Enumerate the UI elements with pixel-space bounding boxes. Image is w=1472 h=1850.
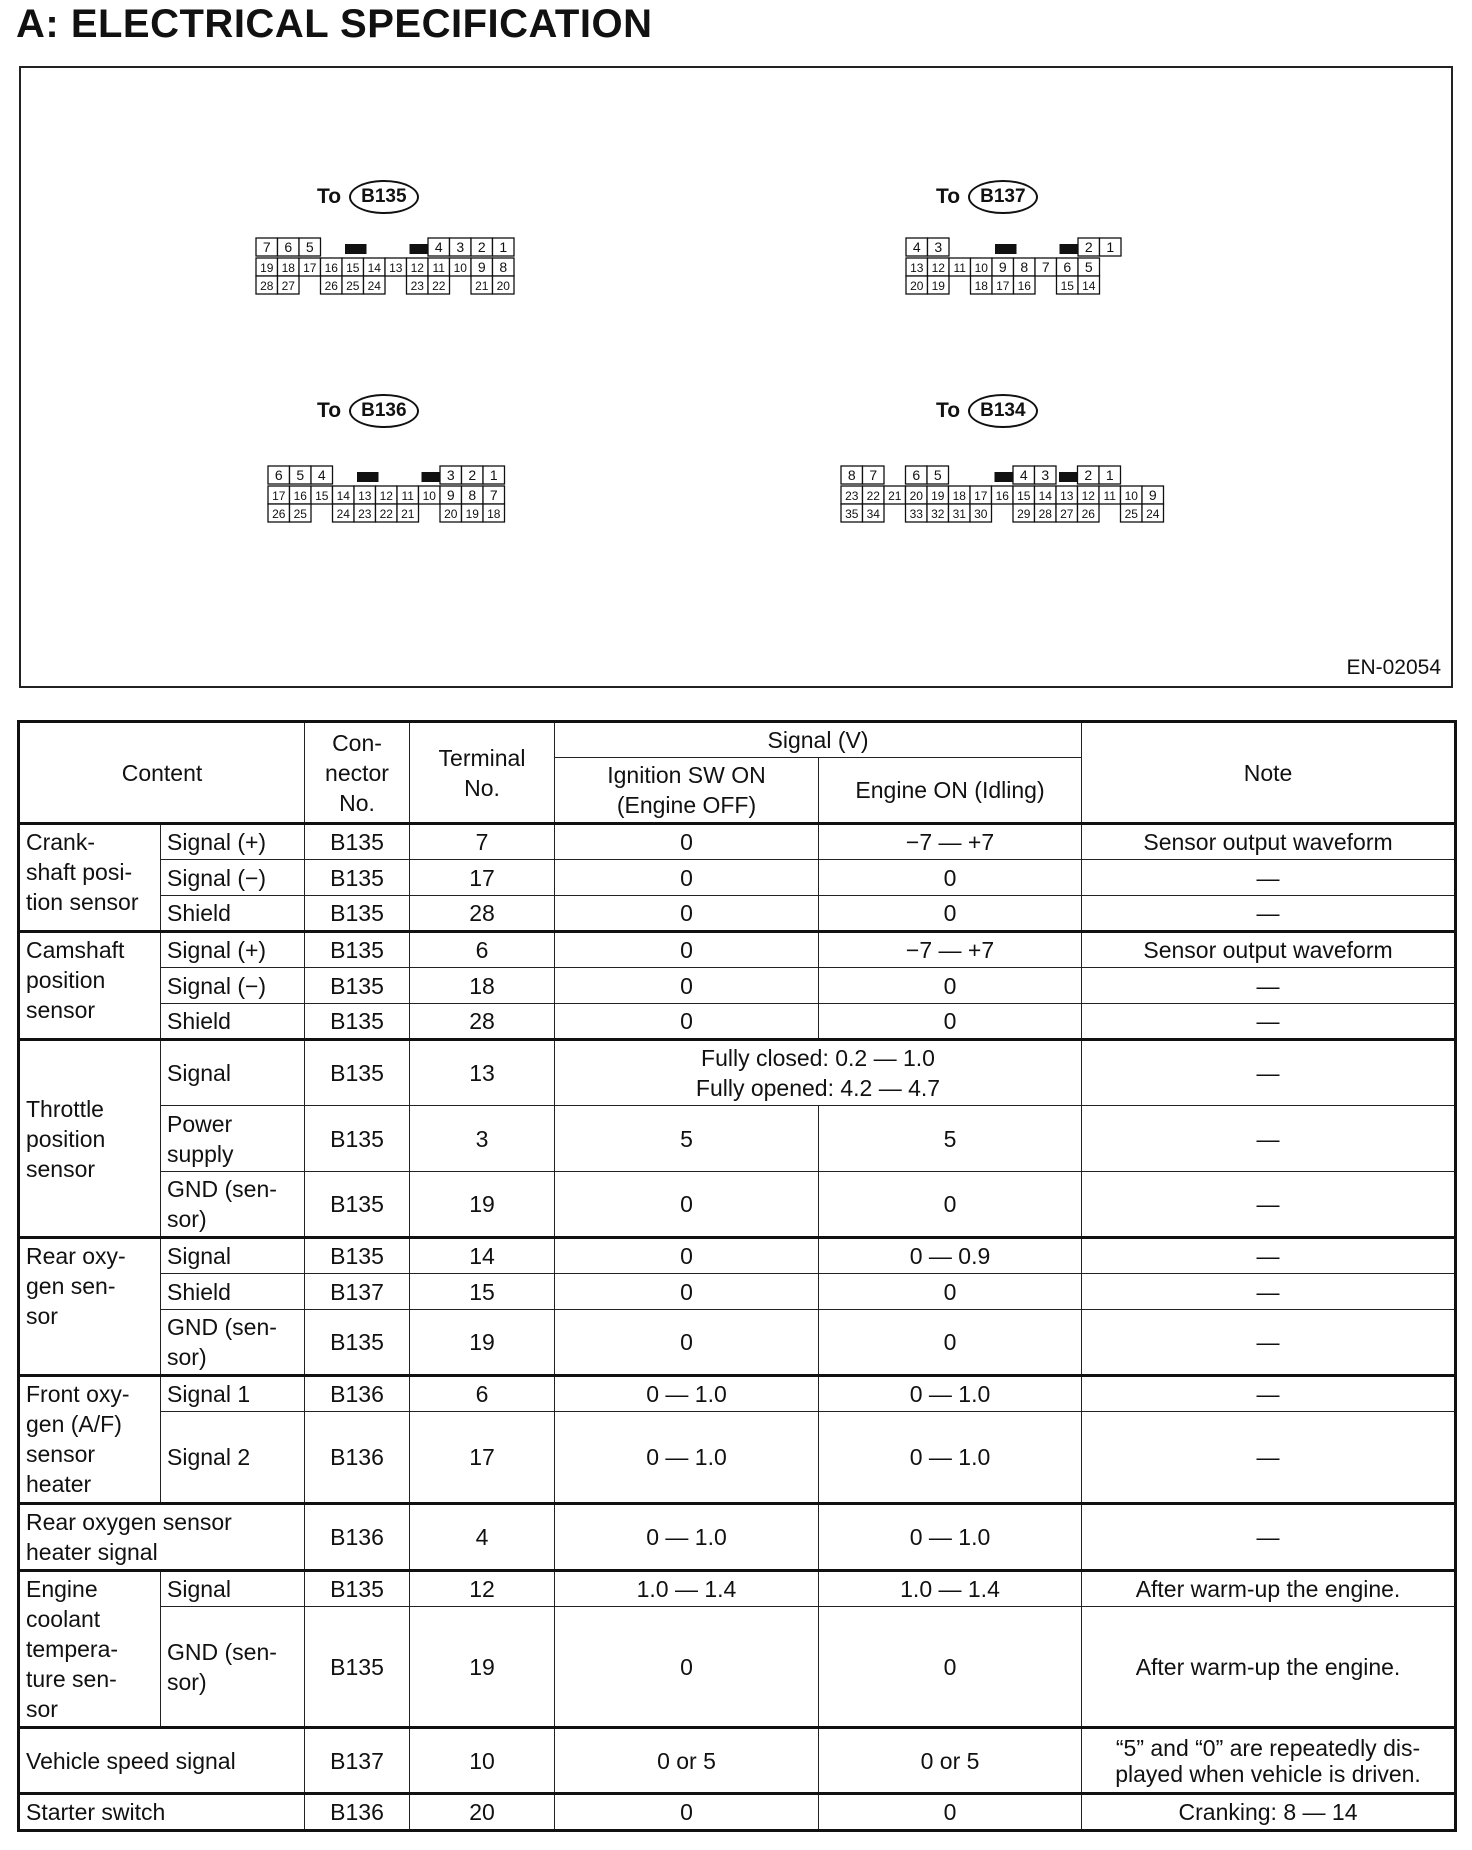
ign-cell: 0	[555, 1310, 819, 1376]
connector-cell: B135	[305, 1040, 410, 1106]
pin-number: 16	[293, 489, 307, 503]
item-cell: GND (sen- sor)	[161, 1310, 305, 1376]
table-row	[19, 860, 1456, 896]
pin-number: 7	[489, 487, 498, 503]
pin-number: 24	[1146, 507, 1160, 521]
eng-cell: 0	[819, 1274, 1082, 1310]
eng-cell: 0	[819, 968, 1082, 1004]
group-label: Camshaft position sensor	[19, 932, 161, 1040]
eng-cell: 0	[819, 1004, 1082, 1040]
page-title: A: ELECTRICAL SPECIFICATION	[16, 2, 653, 46]
table-row	[19, 1004, 1456, 1040]
note-cell: —	[1082, 1106, 1456, 1172]
pin-number: 20	[496, 279, 510, 293]
eng-cell: 0	[819, 1172, 1082, 1238]
eng-cell: 1.0 — 1.4	[819, 1571, 1082, 1607]
pin-number: 12	[379, 489, 393, 503]
pin-number: 7	[1041, 259, 1050, 275]
connector-id-b137: B137	[968, 180, 1037, 214]
pin-number: 10	[422, 489, 436, 503]
pin-number: 31	[952, 507, 966, 521]
pin-number: 10	[974, 261, 988, 275]
pin-number: 16	[1017, 279, 1031, 293]
eng-cell: 5	[819, 1106, 1082, 1172]
table-row	[19, 1794, 1456, 1831]
pin-number: 35	[845, 507, 859, 521]
pin-number: 1	[499, 239, 508, 255]
note-cell: —	[1082, 1238, 1456, 1274]
ign-cell: 1.0 — 1.4	[555, 1571, 819, 1607]
pin-number: 33	[909, 507, 923, 521]
pin-number: 34	[866, 507, 880, 521]
connector-cell: B135	[305, 860, 410, 896]
pin-number: 16	[995, 489, 1009, 503]
note-cell: After warm-up the engine.	[1082, 1607, 1456, 1728]
terminal-cell: 6	[410, 1376, 555, 1412]
pin-number: 3	[446, 467, 455, 483]
pin-number: 29	[1017, 507, 1031, 521]
terminal-cell: 3	[410, 1106, 555, 1172]
pin-number: 7	[869, 467, 878, 483]
pin-number: 22	[379, 507, 393, 521]
eng-cell: 0 — 1.0	[819, 1376, 1082, 1412]
table-row	[19, 896, 1456, 932]
pin-number: 12	[1081, 489, 1095, 503]
eng-cell: −7 — +7	[819, 824, 1082, 860]
pin-number: 18	[487, 507, 501, 521]
item-cell: GND (sen- sor)	[161, 1172, 305, 1238]
pin-number: 15	[1060, 279, 1074, 293]
ign-cell: 0	[555, 896, 819, 932]
pin-number: 6	[1063, 259, 1072, 275]
pin-number: 5	[1084, 259, 1093, 275]
pin-number: 9	[1148, 487, 1157, 503]
item-cell: Signal	[161, 1238, 305, 1274]
pin-number: 12	[410, 261, 424, 275]
note-cell: —	[1082, 1004, 1456, 1040]
spec-table	[17, 720, 1457, 1832]
pin-number: 2	[468, 467, 477, 483]
pin-number: 7	[262, 239, 271, 255]
pin-number: 25	[346, 279, 360, 293]
pin-number: 24	[367, 279, 381, 293]
connector-cell: B135	[305, 1238, 410, 1274]
item-cell: Power supply	[161, 1106, 305, 1172]
pin-number: 11	[953, 261, 966, 275]
terminal-cell: 15	[410, 1274, 555, 1310]
group-label: Rear oxygen sensor heater signal	[19, 1504, 305, 1571]
pin-number: 19	[260, 261, 274, 275]
pin-number: 20	[910, 279, 924, 293]
item-cell: Signal 2	[161, 1412, 305, 1504]
table-row	[19, 1040, 1456, 1106]
group-label: Vehicle speed signal	[19, 1728, 305, 1794]
pin-number: 19	[931, 489, 945, 503]
ign-cell: 0 — 1.0	[555, 1412, 819, 1504]
pin-number: 17	[996, 279, 1010, 293]
note-cell: Cranking: 8 — 14	[1082, 1794, 1456, 1831]
pin-number: 28	[260, 279, 274, 293]
pin-number: 15	[346, 261, 360, 275]
eng-cell: 0 — 1.0	[819, 1504, 1082, 1571]
connector-cell: B137	[305, 1274, 410, 1310]
table-row	[19, 1607, 1456, 1728]
pin-number: 32	[931, 507, 945, 521]
terminal-cell: 28	[410, 1004, 555, 1040]
note-cell: After warm-up the engine.	[1082, 1571, 1456, 1607]
item-cell: Signal 1	[161, 1376, 305, 1412]
pin-number: 17	[272, 489, 286, 503]
terminal-cell: 18	[410, 968, 555, 1004]
pin-number: 9	[998, 259, 1007, 275]
pin-number: 28	[1038, 507, 1052, 521]
note-cell: —	[1082, 1274, 1456, 1310]
pin-number: 9	[446, 487, 455, 503]
connector-cell: B136	[305, 1412, 410, 1504]
pin-number: 8	[499, 259, 508, 275]
pin-number: 11	[1103, 489, 1116, 503]
connector-grid-b135	[256, 238, 514, 294]
connector-id-b135: B135	[349, 180, 418, 214]
pin-number: 23	[358, 507, 372, 521]
terminal-cell: 19	[410, 1607, 555, 1728]
pin-number: 22	[866, 489, 880, 503]
table-row	[19, 1728, 1456, 1794]
connector-cell: B135	[305, 896, 410, 932]
item-cell: Shield	[161, 1274, 305, 1310]
pin-number: 23	[410, 279, 424, 293]
header-row	[19, 722, 1456, 758]
pin-number: 2	[1084, 239, 1093, 255]
pin-number: 27	[281, 279, 295, 293]
pin-number: 20	[909, 489, 923, 503]
pin-number: 1	[489, 467, 498, 483]
to-label: To	[936, 185, 961, 208]
pin-number: 13	[910, 261, 924, 275]
table-row	[19, 1106, 1456, 1172]
to-label: To	[317, 185, 342, 208]
pin-number: 10	[1124, 489, 1138, 503]
eng-cell: −7 — +7	[819, 932, 1082, 968]
pin-number: 15	[315, 489, 329, 503]
ign-cell: 0	[555, 1794, 819, 1831]
note-cell: —	[1082, 1412, 1456, 1504]
item-cell: Signal (−)	[161, 860, 305, 896]
pin-number: 17	[303, 261, 317, 275]
pin-number: 19	[931, 279, 945, 293]
pin-number: 1	[1105, 467, 1114, 483]
pin-number: 6	[274, 467, 283, 483]
connector-cell: B135	[305, 1310, 410, 1376]
connector-cell: B135	[305, 968, 410, 1004]
connector-label-b136	[317, 394, 419, 428]
terminal-cell: 6	[410, 932, 555, 968]
pin-number: 17	[974, 489, 988, 503]
pin-number: 5	[296, 467, 305, 483]
table-row	[19, 968, 1456, 1004]
header-connector: Con- nector No.	[305, 722, 410, 824]
connector-cell: B135	[305, 1172, 410, 1238]
pin-number: 11	[401, 489, 414, 503]
connector-grid-b136	[268, 466, 505, 522]
pin-number: 4	[317, 467, 326, 483]
pin-number: 11	[432, 261, 445, 275]
table-row	[19, 1412, 1456, 1504]
group-label: Throttle position sensor	[19, 1040, 161, 1238]
figure-code: EN-02054	[1346, 656, 1441, 679]
group-label: Engine coolant tempera- ture sen- sor	[19, 1571, 161, 1728]
pin-number: 8	[468, 487, 477, 503]
connector-diagram	[21, 68, 1451, 686]
pin-number: 8	[847, 467, 856, 483]
pin-number: 26	[324, 279, 338, 293]
pin-number: 20	[444, 507, 458, 521]
ign-cell: 0	[555, 1607, 819, 1728]
pin-number: 13	[358, 489, 372, 503]
pin-number: 6	[912, 467, 921, 483]
header-note: Note	[1082, 722, 1456, 824]
note-cell: Sensor output waveform	[1082, 824, 1456, 860]
connector-key-tab	[357, 472, 379, 482]
table-row	[19, 1274, 1456, 1310]
terminal-cell: 19	[410, 1310, 555, 1376]
pin-number: 14	[1038, 489, 1052, 503]
ign-cell: 0	[555, 1004, 819, 1040]
connector-cell: B135	[305, 1607, 410, 1728]
pin-number: 21	[888, 489, 902, 503]
pin-number: 19	[465, 507, 479, 521]
ign-cell: 0	[555, 824, 819, 860]
group-label: Crank- shaft posi- tion sensor	[19, 824, 161, 932]
ign-cell: 0	[555, 1238, 819, 1274]
pin-number: 2	[477, 239, 486, 255]
note-cell: —	[1082, 1376, 1456, 1412]
pin-number: 26	[1081, 507, 1095, 521]
table-row	[19, 1172, 1456, 1238]
connector-figure	[19, 66, 1453, 688]
pin-number: 4	[912, 239, 921, 255]
ign-cell: 0	[555, 1172, 819, 1238]
eng-cell: 0 — 1.0	[819, 1412, 1082, 1504]
pin-number: 18	[974, 279, 988, 293]
header-content: Content	[19, 722, 305, 824]
table-row	[19, 1571, 1456, 1607]
table-row	[19, 1238, 1456, 1274]
note-cell: —	[1082, 1040, 1456, 1106]
terminal-cell: 17	[410, 860, 555, 896]
connector-cell: B137	[305, 1728, 410, 1794]
item-cell: Signal	[161, 1040, 305, 1106]
pin-number: 18	[952, 489, 966, 503]
pin-number: 15	[1017, 489, 1031, 503]
note-cell: —	[1082, 896, 1456, 932]
terminal-cell: 19	[410, 1172, 555, 1238]
connector-grid-b137	[906, 238, 1121, 294]
pin-number: 21	[475, 279, 489, 293]
pin-number: 1	[1106, 239, 1115, 255]
eng-cell: 0	[819, 860, 1082, 896]
pin-number: 18	[281, 261, 295, 275]
ign-cell: 0	[555, 968, 819, 1004]
note-cell: —	[1082, 968, 1456, 1004]
item-cell: Signal (−)	[161, 968, 305, 1004]
ign-cell: 0 — 1.0	[555, 1376, 819, 1412]
terminal-cell: 17	[410, 1412, 555, 1504]
ign-cell: 0 or 5	[555, 1728, 819, 1794]
header-signal: Signal (V)	[555, 722, 1082, 758]
terminal-cell: 28	[410, 896, 555, 932]
connector-id-b134: B134	[968, 394, 1037, 428]
eng-cell: 0	[819, 1310, 1082, 1376]
connector-cell: B135	[305, 1571, 410, 1607]
connector-cell: B136	[305, 1794, 410, 1831]
pin-number: 4	[434, 239, 443, 255]
connector-id-b136: B136	[349, 394, 418, 428]
group-label: Rear oxy- gen sen- sor	[19, 1238, 161, 1376]
pin-number: 2	[1084, 467, 1093, 483]
header-eng: Engine ON (Idling)	[819, 758, 1082, 824]
eng-cell: 0	[819, 1794, 1082, 1831]
pin-number: 14	[336, 489, 350, 503]
pin-number: 23	[845, 489, 859, 503]
pin-number: 21	[401, 507, 415, 521]
connector-key-tab	[345, 244, 367, 254]
table-row	[19, 1310, 1456, 1376]
pin-number: 30	[974, 507, 988, 521]
pin-number: 12	[931, 261, 945, 275]
eng-cell: 0	[819, 1607, 1082, 1728]
pin-number: 14	[367, 261, 381, 275]
pin-number: 13	[1060, 489, 1074, 503]
pin-number: 14	[1082, 279, 1096, 293]
connector-grid-b134	[841, 466, 1164, 522]
eng-cell: 0	[819, 896, 1082, 932]
pin-number: 5	[305, 239, 314, 255]
connector-cell: B136	[305, 1504, 410, 1571]
pin-number: 13	[389, 261, 403, 275]
note-cell: —	[1082, 860, 1456, 896]
terminal-cell: 20	[410, 1794, 555, 1831]
terminal-cell: 12	[410, 1571, 555, 1607]
pin-number: 5	[933, 467, 942, 483]
ign-cell: 0	[555, 1274, 819, 1310]
pin-number: 24	[336, 507, 350, 521]
connector-cell: B135	[305, 1106, 410, 1172]
terminal-cell: 7	[410, 824, 555, 860]
terminal-cell: 13	[410, 1040, 555, 1106]
pin-number: 6	[284, 239, 293, 255]
terminal-cell: 14	[410, 1238, 555, 1274]
item-cell: Signal (+)	[161, 932, 305, 968]
ign-cell: 0	[555, 860, 819, 896]
to-label: To	[317, 399, 342, 422]
signal-merged-cell: Fully closed: 0.2 — 1.0 Fully opened: 4.2 — 4.7	[555, 1040, 1082, 1106]
pin-number: 16	[324, 261, 338, 275]
item-cell: GND (sen- sor)	[161, 1607, 305, 1728]
connector-cell: B135	[305, 824, 410, 860]
connector-label-b135	[317, 180, 419, 214]
pin-number: 10	[453, 261, 467, 275]
table-row	[19, 1504, 1456, 1571]
connector-cell: B136	[305, 1376, 410, 1412]
terminal-cell: 10	[410, 1728, 555, 1794]
note-cell: Sensor output waveform	[1082, 932, 1456, 968]
header-terminal: Terminal No.	[410, 722, 555, 824]
header-ign: Ignition SW ON (Engine OFF)	[555, 758, 819, 824]
pin-number: 27	[1060, 507, 1074, 521]
pin-number: 25	[1124, 507, 1138, 521]
group-label: Front oxy- gen (A/F) sensor heater	[19, 1376, 161, 1504]
table-row	[19, 1376, 1456, 1412]
connector-cell: B135	[305, 1004, 410, 1040]
connector-key-tab	[995, 244, 1017, 254]
to-label: To	[936, 399, 961, 422]
table-row	[19, 824, 1456, 860]
item-cell: Shield	[161, 1004, 305, 1040]
item-cell: Signal (+)	[161, 824, 305, 860]
connector-label-b134	[936, 394, 1038, 428]
pin-number: 3	[1041, 467, 1050, 483]
ign-cell: 5	[555, 1106, 819, 1172]
item-cell: Signal	[161, 1571, 305, 1607]
table-row	[19, 932, 1456, 968]
eng-cell: 0 or 5	[819, 1728, 1082, 1794]
note-cell: —	[1082, 1310, 1456, 1376]
pin-number: 8	[1020, 259, 1029, 275]
eng-cell: 0 — 0.9	[819, 1238, 1082, 1274]
pin-number: 3	[934, 239, 943, 255]
note-cell: —	[1082, 1172, 1456, 1238]
connector-cell: B135	[305, 932, 410, 968]
terminal-cell: 4	[410, 1504, 555, 1571]
pin-number: 4	[1019, 467, 1028, 483]
ign-cell: 0 — 1.0	[555, 1504, 819, 1571]
pin-number: 9	[477, 259, 486, 275]
pin-number: 22	[432, 279, 446, 293]
group-label: Starter switch	[19, 1794, 305, 1831]
note-cell: —	[1082, 1504, 1456, 1571]
ign-cell: 0	[555, 932, 819, 968]
pin-number: 25	[293, 507, 307, 521]
item-cell: Shield	[161, 896, 305, 932]
connector-label-b137	[936, 180, 1038, 214]
pin-number: 26	[272, 507, 286, 521]
note-cell: “5” and “0” are repeatedly dis- played when vehicle is driven.	[1082, 1728, 1456, 1794]
pin-number: 3	[456, 239, 465, 255]
